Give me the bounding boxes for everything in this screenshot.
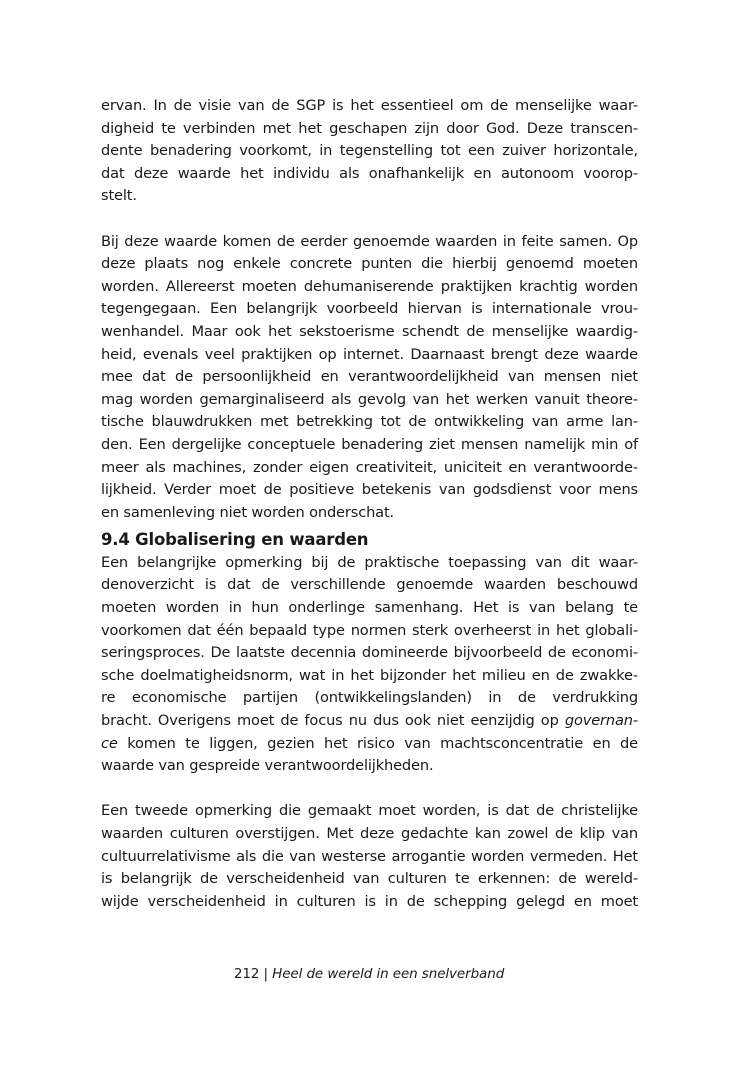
paragraph-2 — [101, 231, 638, 525]
italic-term: governan- — [564, 712, 638, 730]
page-footer — [0, 966, 738, 982]
paragraph-1 — [101, 95, 638, 208]
text-line: dente benadering voorkomt, in tegenstelling tot een zuiver horizontale, — [101, 142, 638, 160]
text-line: sche doelmatigheidsnorm, wat in het bijzonder het milieu en de zwakke- — [101, 666, 638, 684]
section-paragraph-2 — [101, 800, 638, 913]
book-title: Heel de wereld in een snelverband — [272, 966, 505, 982]
text-line: waarden culturen overstijgen. Met deze gedachte kan zowel de klip van — [101, 825, 638, 842]
text-line: wenhandel. Maar ook het sekstoerisme schendt de menselijke waardig- — [101, 322, 638, 340]
text-line — [101, 710, 638, 733]
text-line — [101, 733, 638, 756]
section-heading: 9.4 Globalisering en waarden — [101, 530, 369, 550]
text-line: waarde van gespreide verantwoordelijkheden. — [101, 757, 434, 775]
page-body — [101, 95, 638, 913]
text-line: Bij deze waarde komen de eerder genoemde waarden in feite samen. Op — [101, 232, 638, 250]
text-line: stelt. — [101, 187, 137, 205]
text-line: is belangrijk de verscheidenheid van culturen te erkennen: de wereld- — [101, 870, 638, 888]
text-line: Een belangrijke opmerking bij de praktische toepassing van dit waar- — [101, 553, 638, 571]
page-number: 212 — [233, 966, 260, 982]
text-line: mag worden gemarginaliseerd als gevolg van het werken vanuit theore- — [101, 390, 638, 408]
text-line: re economische partijen (ontwikkelingslanden) in de verdrukking — [101, 689, 638, 707]
text-segment: komen te liggen, gezien het risico van machtsconcentratie en de — [117, 734, 638, 752]
text-line: heid, evenals veel praktijken op internet. Daarnaast brengt deze waarde — [101, 345, 638, 363]
section-paragraph-1 — [101, 552, 638, 778]
text-line: dat deze waarde het individu als onafhankelijk en autonoom voorop- — [101, 164, 638, 182]
text-line: den. Een dergelijke conceptuele benadering ziet mensen namelijk min of — [101, 435, 638, 453]
text-line: Een tweede opmerking die gemaakt moet worden, is dat de christelijke — [101, 802, 638, 820]
italic-term: ce — [101, 734, 118, 752]
text-line: denoverzicht is dat de verschillende genoemde waarden beschouwd — [101, 576, 638, 594]
text-line: meer als machines, zonder eigen creativiteit, uniciteit en verantwoorde- — [101, 458, 638, 476]
text-line: deze plaats nog enkele concrete punten die hierbij genoemd moeten — [101, 255, 638, 273]
text-line: worden. Allereerst moeten dehumaniserende praktijken krachtig worden — [101, 277, 638, 295]
text-line: en samenleving niet worden onderschat. — [101, 503, 395, 521]
text-line: mee dat de persoonlijkheid en verantwoordelijkheid van mensen niet — [101, 368, 638, 386]
text-segment: bracht. Overigens moet de focus nu dus ook niet eenzijdig op — [101, 712, 565, 730]
text-line: tische blauwdrukken met betrekking tot de ontwikkeling van arme lan- — [101, 413, 638, 431]
text-line: wijde verscheidenheid in culturen is in de schepping gelegd en moet — [101, 892, 638, 910]
text-line: lijkheid. Verder moet de positieve betekenis van godsdienst voor mens — [101, 481, 638, 499]
text-line: tegengegaan. Een belangrijk voorbeeld hiervan is internationale vrou- — [101, 300, 638, 318]
text-line: moeten worden in hun onderlinge samenhang. Het is van belang te — [101, 599, 638, 617]
footer-separator: | — [263, 966, 268, 982]
text-line: voorkomen dat één bepaald type normen sterk overheerst in het globali- — [101, 621, 638, 639]
text-line: digheid te verbinden met het geschapen zijn door God. Deze transcen- — [101, 119, 638, 137]
text-line: cultuurrelativisme als die van westerse arrogantie worden vermeden. Het — [101, 847, 638, 865]
text-line: seringsproces. De laatste decennia domineerde bijvoorbeeld de economi- — [101, 644, 638, 662]
text-line: ervan. In de visie van de SGP is het essentieel om de menselijke waar- — [101, 97, 638, 114]
